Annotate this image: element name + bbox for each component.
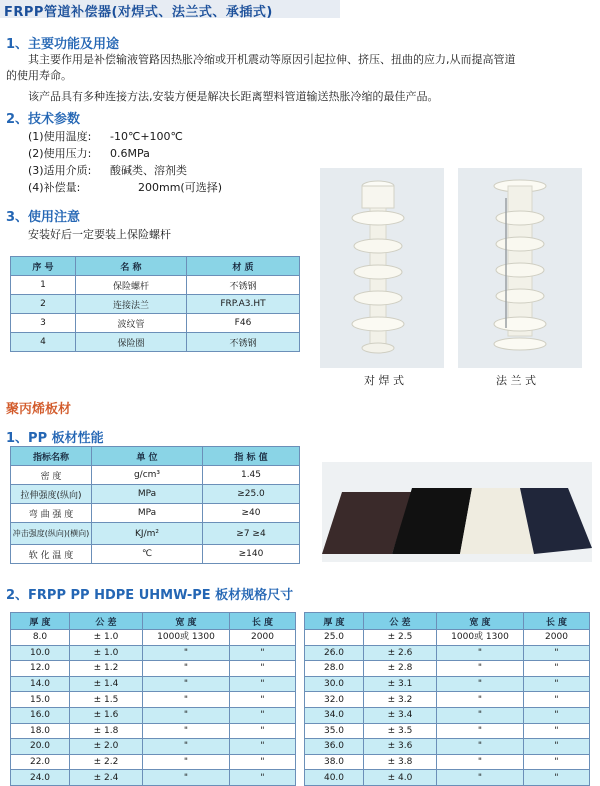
table-cell: " xyxy=(143,739,230,755)
butt-weld-compensator-illustration xyxy=(320,168,444,368)
table-row xyxy=(11,276,300,295)
pp-section-heading: 聚丙烯板材 xyxy=(6,402,72,417)
photo-flange-compensator xyxy=(458,168,582,368)
table-header: 厚 度 xyxy=(305,613,364,630)
photo-pp-sheets xyxy=(322,462,592,562)
spec-value: 酸碱类、溶剂类 xyxy=(110,164,187,177)
table-header: 宽 度 xyxy=(437,613,524,630)
table-cell: 22.0 xyxy=(11,754,70,770)
sizes-table-left xyxy=(10,612,296,786)
table-cell: " xyxy=(437,770,524,786)
table-cell: 34.0 xyxy=(305,707,364,723)
table-cell: " xyxy=(437,739,524,755)
section1-paragraph1b: 的使用寿命。 xyxy=(6,69,72,82)
tech-specs-list xyxy=(28,128,222,196)
table-row xyxy=(305,723,590,739)
table-cell: " xyxy=(524,692,590,708)
table-cell: " xyxy=(524,754,590,770)
table-cell: 4 xyxy=(11,333,76,352)
table-row xyxy=(305,630,590,646)
page-title: FRPP管道补偿器(对焊式、法兰式、承插式) xyxy=(4,5,273,20)
table-cell: ± 1.0 xyxy=(70,645,143,661)
table-cell: 1.45 xyxy=(203,466,300,485)
pp-sheets-illustration xyxy=(322,462,592,562)
table-cell: ± 1.5 xyxy=(70,692,143,708)
table-cell: " xyxy=(230,692,296,708)
spec-label: (3)适用介质: xyxy=(28,164,92,177)
table-cell: 冲击强度(纵向)(横向) xyxy=(11,523,92,545)
table-row xyxy=(305,739,590,755)
table-row xyxy=(11,523,300,545)
table-cell: 10.0 xyxy=(11,645,70,661)
table-row xyxy=(11,630,296,646)
table-cell: 软 化 温 度 xyxy=(11,545,92,564)
table-row xyxy=(305,661,590,677)
table-cell: ± 3.4 xyxy=(364,707,437,723)
table-cell: 保险螺杆 xyxy=(76,276,187,295)
table-row xyxy=(11,754,296,770)
table-cell: 密 度 xyxy=(11,466,92,485)
table-cell: ≥140 xyxy=(203,545,300,564)
spec-value: -10℃+100℃ xyxy=(110,130,183,143)
table-cell: " xyxy=(143,754,230,770)
table-cell: " xyxy=(524,707,590,723)
sizes-heading: 2、FRPP PP HDPE UHMW-PE 板材规格尺寸 xyxy=(6,588,294,603)
table-cell: ℃ xyxy=(92,545,203,564)
table-cell: ± 3.2 xyxy=(364,692,437,708)
spec-label: (4)补偿量: xyxy=(28,181,81,194)
table-cell: " xyxy=(437,754,524,770)
table-cell: ± 3.8 xyxy=(364,754,437,770)
table-cell: " xyxy=(143,707,230,723)
table-cell: 32.0 xyxy=(305,692,364,708)
table-cell: " xyxy=(143,645,230,661)
table-cell: 不锈钢 xyxy=(187,333,300,352)
table-cell: " xyxy=(143,723,230,739)
table-row xyxy=(305,754,590,770)
table-cell: ± 1.6 xyxy=(70,707,143,723)
table-cell: " xyxy=(230,723,296,739)
table-cell: " xyxy=(230,676,296,692)
table-cell: " xyxy=(230,754,296,770)
table-row xyxy=(11,707,296,723)
table-header: 单 位 xyxy=(92,447,203,466)
table-cell: 15.0 xyxy=(11,692,70,708)
table-cell: 18.0 xyxy=(11,723,70,739)
table-cell: 2000 xyxy=(524,630,590,646)
table-cell: 2 xyxy=(11,295,76,314)
table-cell: 35.0 xyxy=(305,723,364,739)
table-cell: " xyxy=(437,676,524,692)
parts-table xyxy=(10,256,300,352)
pp-properties-heading: 1、PP 板材性能 xyxy=(6,431,104,446)
table-header-row xyxy=(11,257,300,276)
table-cell: " xyxy=(437,707,524,723)
sizes-table-right xyxy=(304,612,590,786)
table-cell: ± 1.0 xyxy=(70,630,143,646)
table-cell: 保险圈 xyxy=(76,333,187,352)
table-cell: ≥40 xyxy=(203,504,300,523)
table-header: 宽 度 xyxy=(143,613,230,630)
table-cell: 26.0 xyxy=(305,645,364,661)
table-row xyxy=(11,295,300,314)
section1-heading: 1、主要功能及用途 xyxy=(6,37,120,52)
table-header-row xyxy=(11,613,296,630)
table-cell: ± 1.4 xyxy=(70,676,143,692)
table-cell: " xyxy=(230,739,296,755)
table-cell: ± 2.4 xyxy=(70,770,143,786)
table-cell: " xyxy=(524,739,590,755)
table-cell: " xyxy=(230,707,296,723)
table-row xyxy=(305,692,590,708)
table-cell: " xyxy=(230,661,296,677)
table-cell: ± 2.2 xyxy=(70,754,143,770)
table-row xyxy=(11,645,296,661)
table-cell: " xyxy=(143,770,230,786)
table-row xyxy=(11,466,300,485)
spec-row xyxy=(28,162,222,179)
table-header: 指 标 值 xyxy=(203,447,300,466)
table-row xyxy=(11,723,296,739)
table-header: 名 称 xyxy=(76,257,187,276)
caption-butt-weld: 对 焊 式 xyxy=(364,374,404,387)
spec-label: (2)使用压力: xyxy=(28,147,92,160)
table-row xyxy=(11,314,300,333)
table-row xyxy=(11,692,296,708)
table-cell: " xyxy=(143,661,230,677)
table-cell: ± 4.0 xyxy=(364,770,437,786)
table-cell: 24.0 xyxy=(11,770,70,786)
table-header: 长 度 xyxy=(230,613,296,630)
table-cell: ± 1.2 xyxy=(70,661,143,677)
table-cell: F46 xyxy=(187,314,300,333)
table-row xyxy=(305,645,590,661)
spec-value: 0.6MPa xyxy=(110,147,150,160)
table-cell: 不锈钢 xyxy=(187,276,300,295)
table-cell: 8.0 xyxy=(11,630,70,646)
table-cell: ± 1.8 xyxy=(70,723,143,739)
table-cell: ± 2.6 xyxy=(364,645,437,661)
table-cell: " xyxy=(437,692,524,708)
table-cell: " xyxy=(437,661,524,677)
table-cell: MPa xyxy=(92,485,203,504)
table-cell: 20.0 xyxy=(11,739,70,755)
table-cell: 28.0 xyxy=(305,661,364,677)
table-cell: ± 2.0 xyxy=(70,739,143,755)
spec-label: (1)使用温度: xyxy=(28,130,92,143)
spec-value: 200mm(可选择) xyxy=(138,181,223,194)
table-row xyxy=(11,661,296,677)
photo-butt-weld-compensator xyxy=(320,168,444,368)
table-header: 指标名称 xyxy=(11,447,92,466)
section1-paragraph1a: 其主要作用是补偿输液管路因热胀冷缩或开机震动等原因引起拉伸、挤压、扭曲的应力,从而提高管道 xyxy=(28,53,516,66)
table-header: 序 号 xyxy=(11,257,76,276)
table-row xyxy=(305,707,590,723)
table-cell: 30.0 xyxy=(305,676,364,692)
table-cell: ± 3.5 xyxy=(364,723,437,739)
table-row xyxy=(11,770,296,786)
spec-row xyxy=(28,179,222,196)
table-cell: 3 xyxy=(11,314,76,333)
table-header-row xyxy=(11,447,300,466)
section1-paragraph2: 该产品具有多种连接方法,安装方便是解决长距离塑料管道输送热胀冷缩的最佳产品。 xyxy=(28,90,439,103)
table-row xyxy=(305,676,590,692)
table-header: 长 度 xyxy=(524,613,590,630)
pp-properties-table xyxy=(10,446,300,564)
table-cell: 1000或 1300 xyxy=(437,630,524,646)
table-cell: 12.0 xyxy=(11,661,70,677)
table-cell: 36.0 xyxy=(305,739,364,755)
table-cell: ± 2.5 xyxy=(364,630,437,646)
table-cell: 1000或 1300 xyxy=(143,630,230,646)
table-cell: ≥25.0 xyxy=(203,485,300,504)
table-header-row xyxy=(305,613,590,630)
table-cell: " xyxy=(230,645,296,661)
table-header: 公 差 xyxy=(364,613,437,630)
table-header: 厚 度 xyxy=(11,613,70,630)
flange-compensator-illustration xyxy=(458,168,582,368)
section2-heading: 2、技术参数 xyxy=(6,112,81,127)
table-cell: " xyxy=(143,692,230,708)
table-cell: 2000 xyxy=(230,630,296,646)
table-cell: " xyxy=(437,723,524,739)
table-cell: MPa xyxy=(92,504,203,523)
table-header: 材 质 xyxy=(187,257,300,276)
table-cell: " xyxy=(143,676,230,692)
table-cell: ± 3.1 xyxy=(364,676,437,692)
table-row xyxy=(11,739,296,755)
table-cell: 38.0 xyxy=(305,754,364,770)
table-cell: " xyxy=(524,645,590,661)
table-row xyxy=(11,676,296,692)
table-cell: 14.0 xyxy=(11,676,70,692)
table-cell: ± 2.8 xyxy=(364,661,437,677)
table-row xyxy=(305,770,590,786)
table-cell: ± 3.6 xyxy=(364,739,437,755)
table-cell: g/cm³ xyxy=(92,466,203,485)
section3-heading: 3、使用注意 xyxy=(6,210,81,225)
table-row xyxy=(11,504,300,523)
table-cell: 波纹管 xyxy=(76,314,187,333)
caption-flange: 法 兰 式 xyxy=(496,374,536,387)
table-row xyxy=(11,545,300,564)
table-cell: 弯 曲 强 度 xyxy=(11,504,92,523)
table-cell: KJ/m² xyxy=(92,523,203,545)
table-cell: ≥7 ≥4 xyxy=(203,523,300,545)
section3-text: 安装好后一定要装上保险螺杆 xyxy=(28,228,171,241)
spec-row xyxy=(28,128,222,145)
table-cell: " xyxy=(230,770,296,786)
table-cell: FRP.A3.HT xyxy=(187,295,300,314)
table-cell: 25.0 xyxy=(305,630,364,646)
spec-row xyxy=(28,145,222,162)
table-cell: " xyxy=(524,661,590,677)
table-cell: " xyxy=(524,770,590,786)
table-header: 公 差 xyxy=(70,613,143,630)
table-row xyxy=(11,333,300,352)
table-cell: 40.0 xyxy=(305,770,364,786)
table-cell: 拉伸强度(纵向) xyxy=(11,485,92,504)
table-row xyxy=(11,485,300,504)
table-cell: " xyxy=(524,723,590,739)
table-cell: 连接法兰 xyxy=(76,295,187,314)
table-cell: " xyxy=(437,645,524,661)
table-cell: " xyxy=(524,676,590,692)
table-cell: 1 xyxy=(11,276,76,295)
table-cell: 16.0 xyxy=(11,707,70,723)
